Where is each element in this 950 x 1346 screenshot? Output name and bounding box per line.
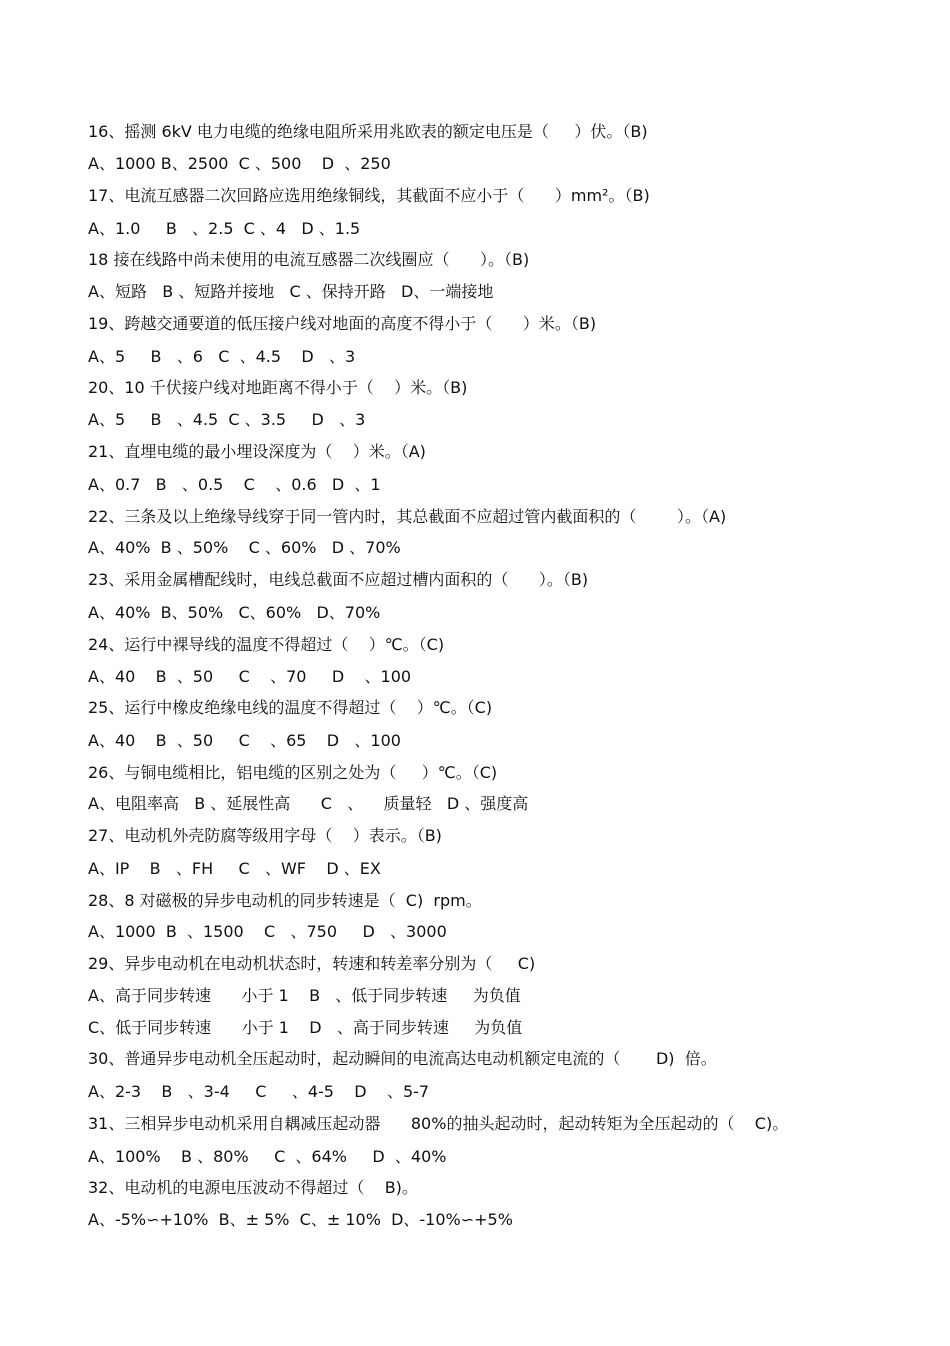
options-30: A、2-3 B 、3-4 C 、4-5 D 、5-7 bbox=[88, 1082, 430, 1101]
question-32: 32、电动机的电源电压波动不得超过（ B)。 bbox=[88, 1178, 418, 1197]
options-22: A、40% B 、50% C 、60% D 、70% bbox=[88, 538, 401, 557]
question-29: 29、异步电动机在电动机状态时，转速和转差率分别为（ C) bbox=[88, 954, 536, 973]
options-29-cd: C、低于同步转速 小于 1 D 、高于同步转速 为负值 bbox=[88, 1018, 523, 1037]
options-24: A、40 B 、50 C 、70 D 、100 bbox=[88, 667, 412, 686]
options-29-ab: A、高于同步转速 小于 1 B 、低于同步转速 为负值 bbox=[88, 986, 521, 1005]
question-16: 16、摇测 6kV 电力电缆的绝缘电阻所采用兆欧表的额定电压是（ ）伏。（B) bbox=[88, 122, 648, 141]
options-27: A、IP B 、FH C 、WF D 、EX bbox=[88, 859, 381, 878]
question-22: 22、三条及以上绝缘导线穿于同一管内时，其总截面不应超过管内截面积的（ ）。（A) bbox=[88, 507, 727, 526]
question-30: 30、普通异步电动机全压起动时，起动瞬间的电流高达电动机额定电流的（ D) 倍。 bbox=[88, 1049, 717, 1068]
options-19: A、5 B 、6 C 、4.5 D 、3 bbox=[88, 347, 356, 366]
options-26: A、电阻率高 B 、延展性高 C 、 质量轻 D 、强度高 bbox=[88, 794, 529, 813]
options-16: A、1000 B、2500 C 、500 D 、250 bbox=[88, 154, 391, 173]
question-21: 21、直埋电缆的最小埋设深度为（ ）米。（A) bbox=[88, 442, 426, 461]
question-25: 25、运行中橡皮绝缘电线的温度不得超过（ ）℃。（C) bbox=[88, 698, 493, 717]
question-28: 28、8 对磁极的异步电动机的同步转速是（ C) rpm。 bbox=[88, 891, 482, 910]
question-17: 17、电流互感器二次回路应选用绝缘铜线，其截面不应小于（ ）mm²。（B) bbox=[88, 186, 650, 205]
options-23: A、40% B、50% C、60% D、70% bbox=[88, 603, 381, 622]
question-23: 23、采用金属槽配线时，电线总截面不应超过槽内面积的（ ）。（B) bbox=[88, 570, 589, 589]
options-20: A、5 B 、4.5 C 、3.5 D 、3 bbox=[88, 410, 366, 429]
options-21: A、0.7 B 、0.5 C 、0.6 D 、1 bbox=[88, 475, 381, 494]
options-32: A、-5%∽+10% B、± 5% C、± 10% D、-10%∽+5% bbox=[88, 1210, 513, 1229]
question-27: 27、电动机外壳防腐等级用字母（ ）表示。（B) bbox=[88, 826, 442, 845]
question-31: 31、三相异步电动机采用自耦减压起动器 80%的抽头起动时，起动转矩为全压起动的（ C)。 bbox=[88, 1114, 789, 1133]
options-31: A、100% B 、80% C 、64% D 、40% bbox=[88, 1147, 447, 1166]
options-17: A、1.0 B 、2.5 C 、4 D 、1.5 bbox=[88, 219, 361, 238]
options-28: A、1000 B 、1500 C 、750 D 、3000 bbox=[88, 922, 447, 941]
options-25: A、40 B 、50 C 、65 D 、100 bbox=[88, 731, 401, 750]
options-18: A、短路 B 、短路并接地 C 、保持开路 D、一端接地 bbox=[88, 282, 494, 301]
question-24: 24、运行中裸导线的温度不得超过（ ）℃。（C) bbox=[88, 635, 445, 654]
question-26: 26、与铜电缆相比，铝电缆的区别之处为（ ）℃。（C) bbox=[88, 763, 498, 782]
question-19: 19、跨越交通要道的低压接户线对地面的高度不得小于（ ）米。（B) bbox=[88, 314, 597, 333]
question-18: 18 接在线路中尚未使用的电流互感器二次线圈应（ ）。（B) bbox=[88, 250, 530, 269]
question-20: 20、10 千伏接户线对地距离不得小于（ ）米。（B) bbox=[88, 378, 468, 397]
